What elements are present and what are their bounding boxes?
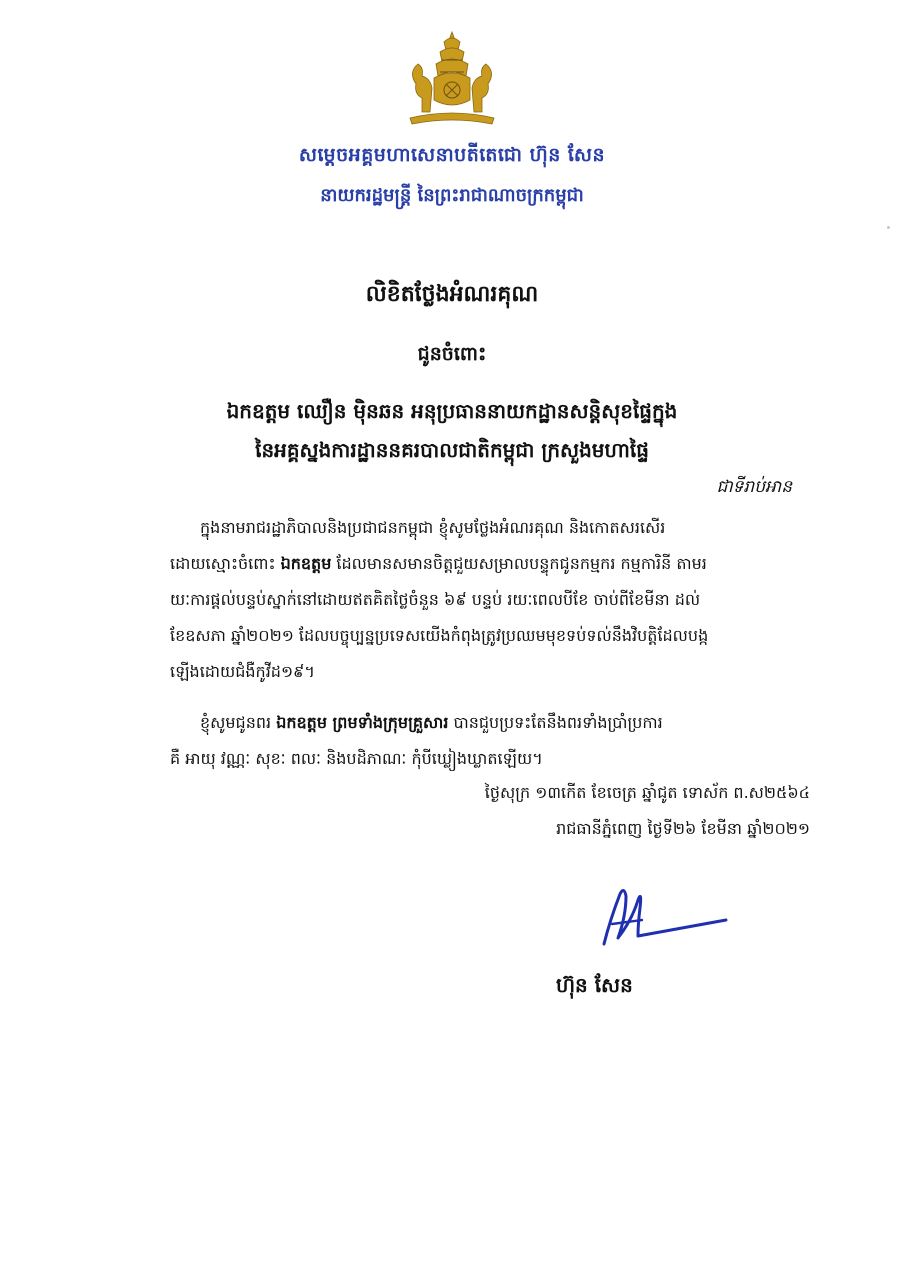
scan-speck (887, 226, 890, 229)
honorific-bold: ឯកឧត្តម (280, 554, 332, 573)
addressed-to-label: ជូនចំពោះ (417, 343, 487, 365)
sender-name-title: សម្តេចអគ្គមហាសេនាបតីតេជោ ហ៊ុន សែន (298, 144, 606, 166)
recipient-line-1: ឯកឧត្តម ឈឿន ម៉ិនឆន អនុប្រធាននាយកដ្ឋានសន្តិសុខផ្ទៃក្នុង (226, 399, 678, 423)
paragraph-line: ឡើងដោយជំងឺកូវីដ១៩។ (170, 662, 315, 681)
paragraph-line (170, 546, 780, 582)
paragraph-line (180, 705, 780, 741)
sender-position: នាយករដ្ឋមន្ត្រី នៃព្រះរាជាណាចក្រកម្ពុជា (320, 185, 584, 206)
respectfully-note: ជាទីរាប់អាន (716, 477, 792, 497)
text-run: បានជួបប្រទះតែនឹងពរទាំងប្រាំប្រការ (448, 713, 663, 732)
text-run: ដោយស្មោះចំពោះ (170, 554, 281, 573)
royal-emblem-icon (400, 28, 504, 132)
text-run: ខ្ញុំសូមជូនពរ (200, 713, 277, 732)
paragraph-line: ខែឧសភា ឆ្នាំ២០២១ ដែលបច្ចុប្បន្នប្រទេសយើងកំពុងត្រូវប្រឈមមុខទប់ទល់នឹងវិបត្តិដែលបង្ក (170, 626, 709, 645)
signer-name: ហ៊ុន សែន (556, 973, 633, 997)
handwritten-signature (598, 880, 730, 950)
recipient-line-2: នៃអគ្គស្នងការដ្ឋាននគរបាលជាតិកម្ពុជា ក្រសួងមហាផ្ទៃ (255, 438, 649, 462)
paragraph-thanks (170, 510, 780, 690)
paragraph-wishes (170, 705, 780, 777)
paragraph-line: យៈការផ្តល់បន្ទប់ស្នាក់នៅដោយឥតគិតថ្លៃចំនួន ៦៩ បន្ទប់ រយៈពេលបីខែ ចាប់ពីខែមីនា ដល់ (170, 590, 701, 609)
letter-title: លិខិតថ្លែងអំណរគុណ (365, 282, 539, 307)
text-run: ដែលមានសមានចិត្តជួយសម្រាលបន្ទុកជូនកម្មករ កម្មការិនី តាមរ (331, 554, 707, 573)
lunar-date: ថ្ងៃសុក្រ ១៣កើត ខែចេត្រ ឆ្នាំជូត ទោស័ក ព.ស២៥៦៤ (484, 783, 810, 802)
paragraph-line: គឺ អាយុ វណ្ណៈ សុខៈ ពលៈ និងបដិភាណៈ កុំបីឃ្លៀងឃ្លាតឡើយ។ (170, 749, 543, 768)
solar-date-place: រាជធានីភ្នំពេញ ថ្ងៃទី២៦ ខែមីនា ឆ្នាំ២០២១ (556, 819, 810, 838)
paragraph-line: ក្នុងនាមរាជរដ្ឋាភិបាលនិងប្រជាជនកម្ពុជា ខ្ញុំសូមថ្លែងអំណរគុណ និងកោតសរសើរ (200, 518, 666, 537)
honorific-bold: ឯកឧត្តម ព្រមទាំងក្រុមគ្រួសារ (276, 713, 449, 732)
